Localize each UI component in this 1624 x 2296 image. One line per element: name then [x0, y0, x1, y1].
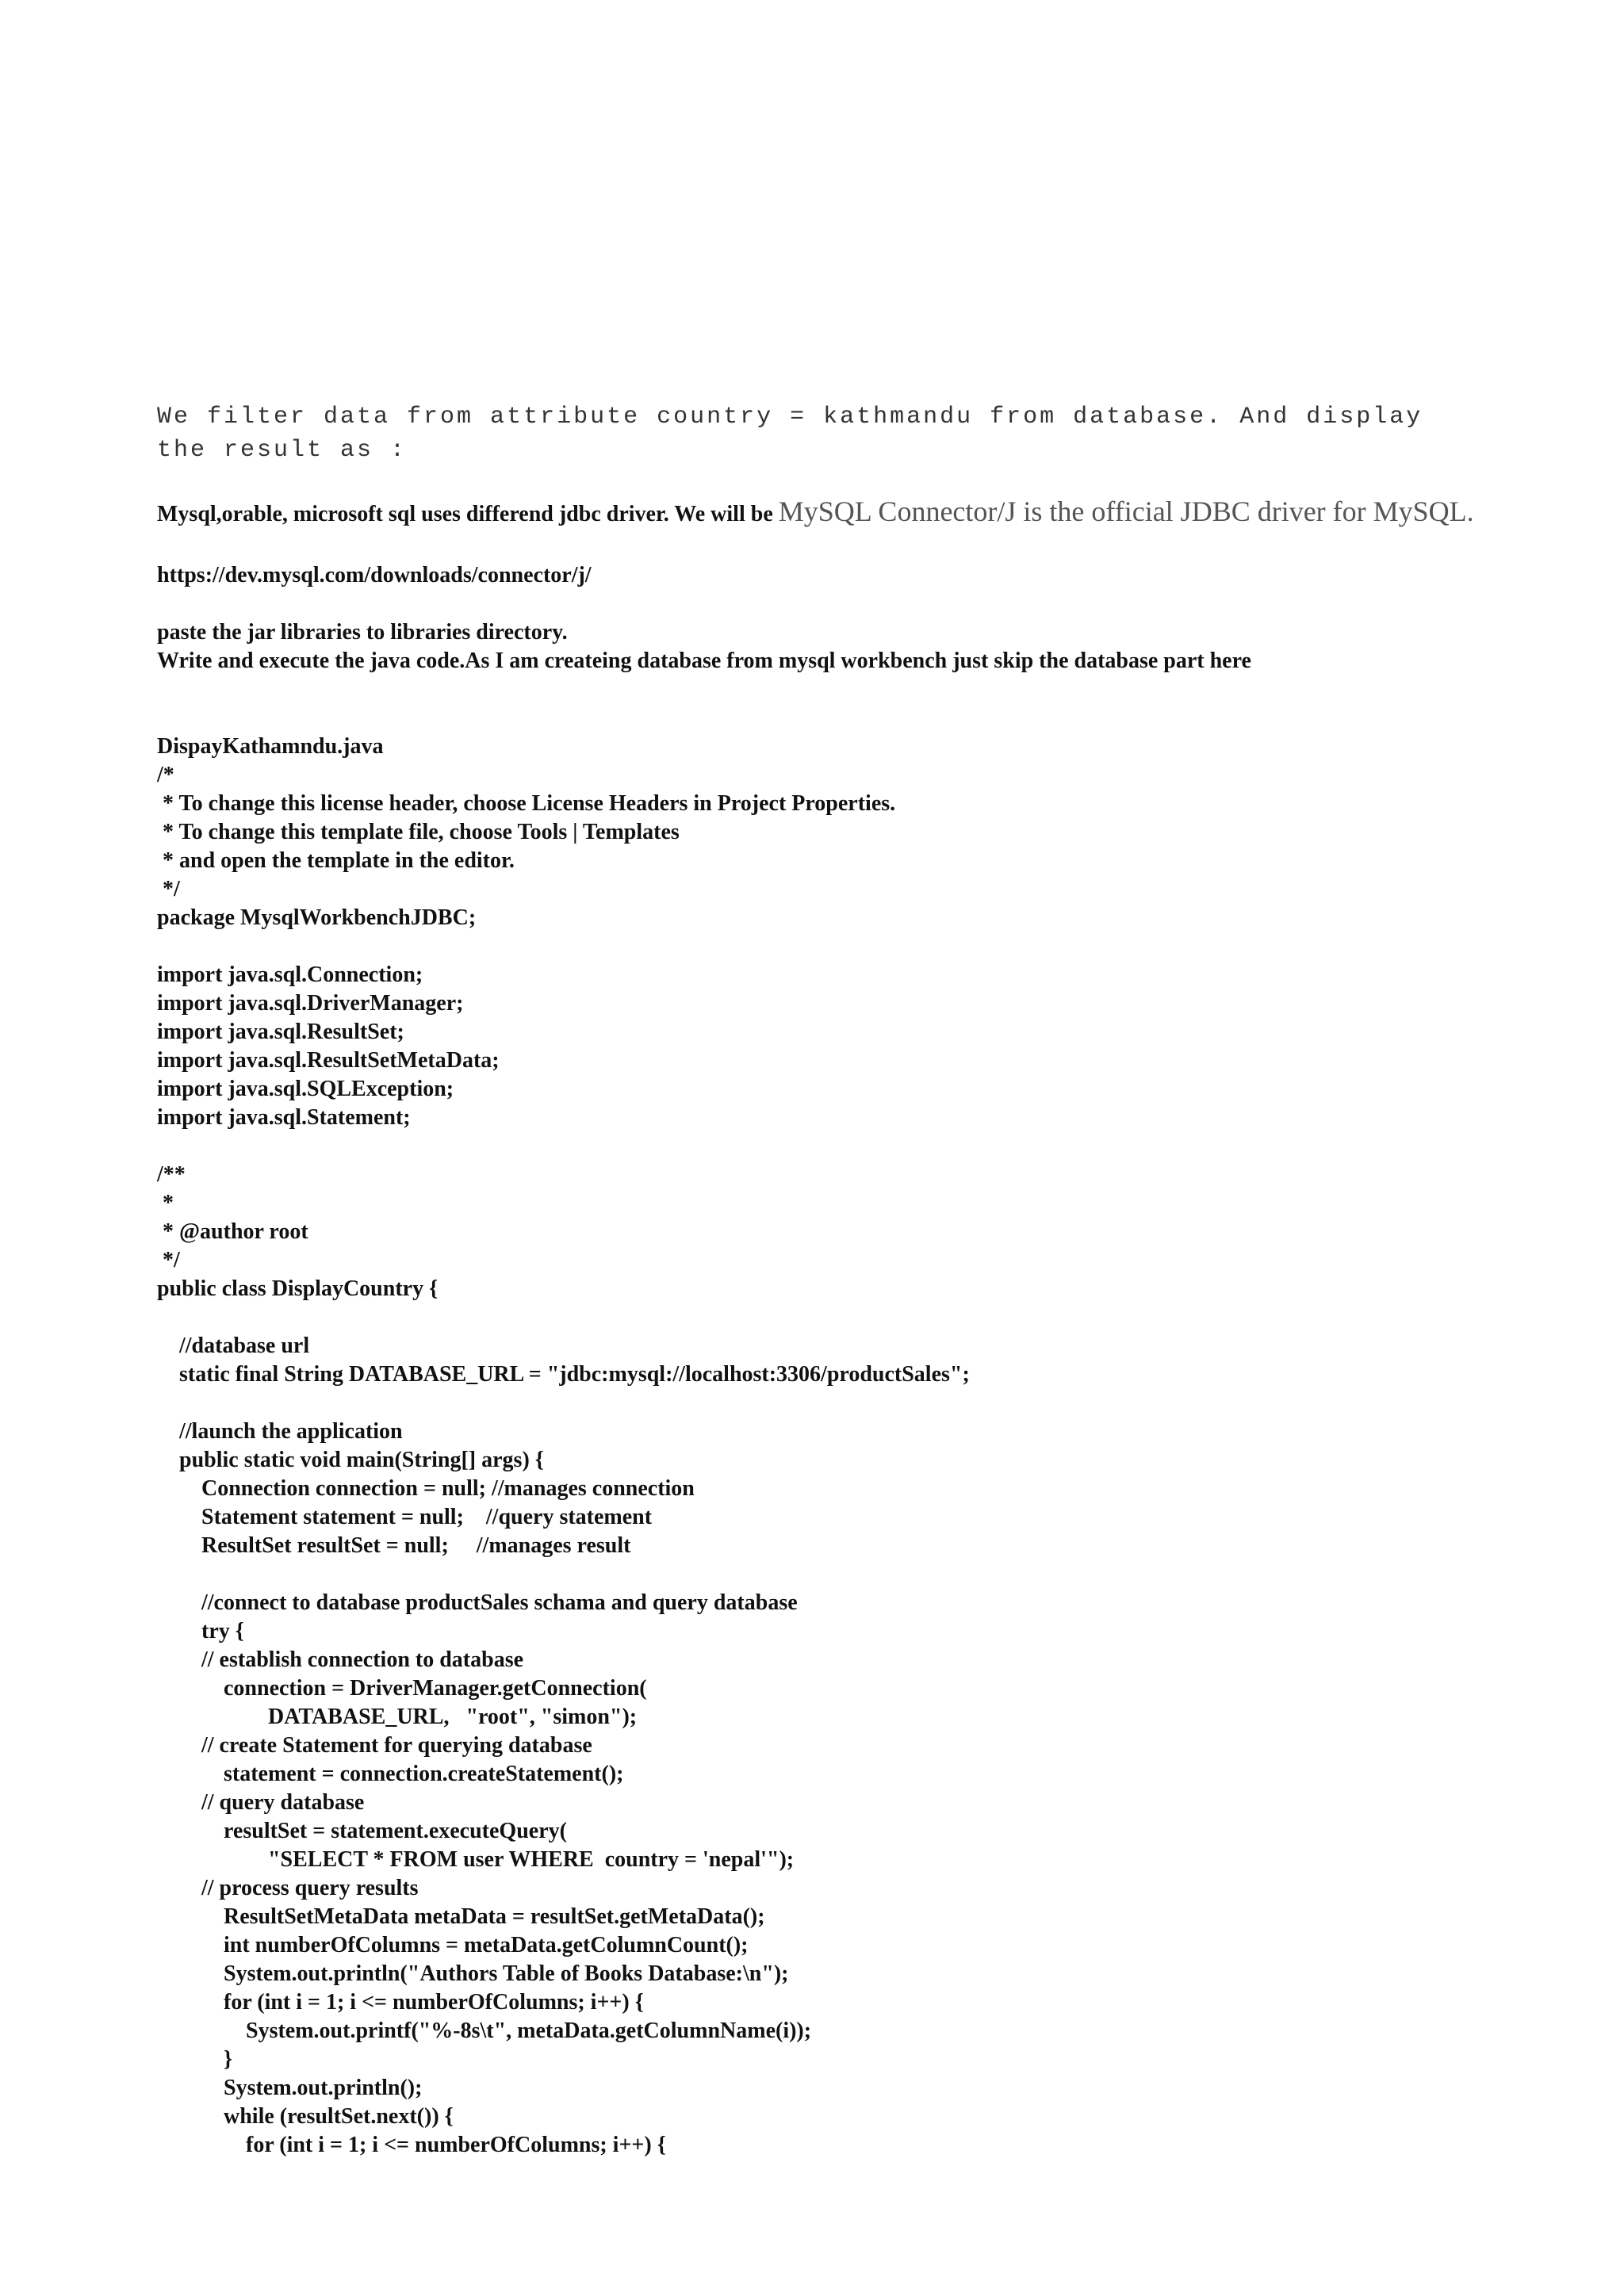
java-code-listing: DispayKathamndu.java /* * To change this license header, choose License Headers in Project Properties. * To change this template file, choose Tools | Templates * and open the template in the editor. */ package MysqlWorkbenchJDBC; import java.sql.Connection; import java.sql.DriverManager; import java.sql.ResultSet; import java.sql.ResultSetMetaData; import java.sql.SQLException; import java.sql.Statement; /** * * @author root */ public class DisplayCountry { //database url static final String DATABASE_URL = "jdbc:mysql://localhost:3306/productSales"; //launch the application public static void main(String[] args) { Connection connection = null; //manages connection Statement statement = null; //query statement ResultSet resultSet = null; //manages result //connect to database productSales schama and query database try { // establish connection to database connection = DriverManager.getConnection( DATABASE_URL, "root", "simon"); // create Statement for querying database statement = connection.createStatement(); // query database resultSet = statement.executeQuery( "SELECT * FROM user WHERE country = 'nepal'"); // process query results ResultSetMetaData metaData = resultSet.getMetaData(); int numberOfColumns = metaData.getColumnCount(); System.out.println("Authors Table of Books Database:\n"); for (int i = 1; i <= numberOfColumns; i++) { System.out.printf("%-8s\t", metaData.getColumnName(i)); } System.out.println(); while (resultSet.next()) { for (int i = 1; i <= numberOfColumns; i++) { [157, 734, 970, 2157]
write-instruction: Write and execute the java code.As I am createing database from mysql workbench just skip the database part here [157, 649, 1251, 673]
download-url: https://dev.mysql.com/downloads/connector/j/ [157, 563, 592, 587]
driver-paragraph [157, 496, 1505, 530]
driver-paragraph-bold: Mysql,orable, microsoft sql uses differend jdbc driver. We will be [157, 502, 779, 526]
intro-paragraph: We filter data from attribute country = kathmandu from database. And display the result as : [157, 404, 1423, 464]
paste-instruction: paste the jar libraries to libraries directory. [157, 620, 568, 645]
driver-paragraph-note: MySQL Connector/J is the official JDBC driver for MySQL. [778, 496, 1474, 527]
